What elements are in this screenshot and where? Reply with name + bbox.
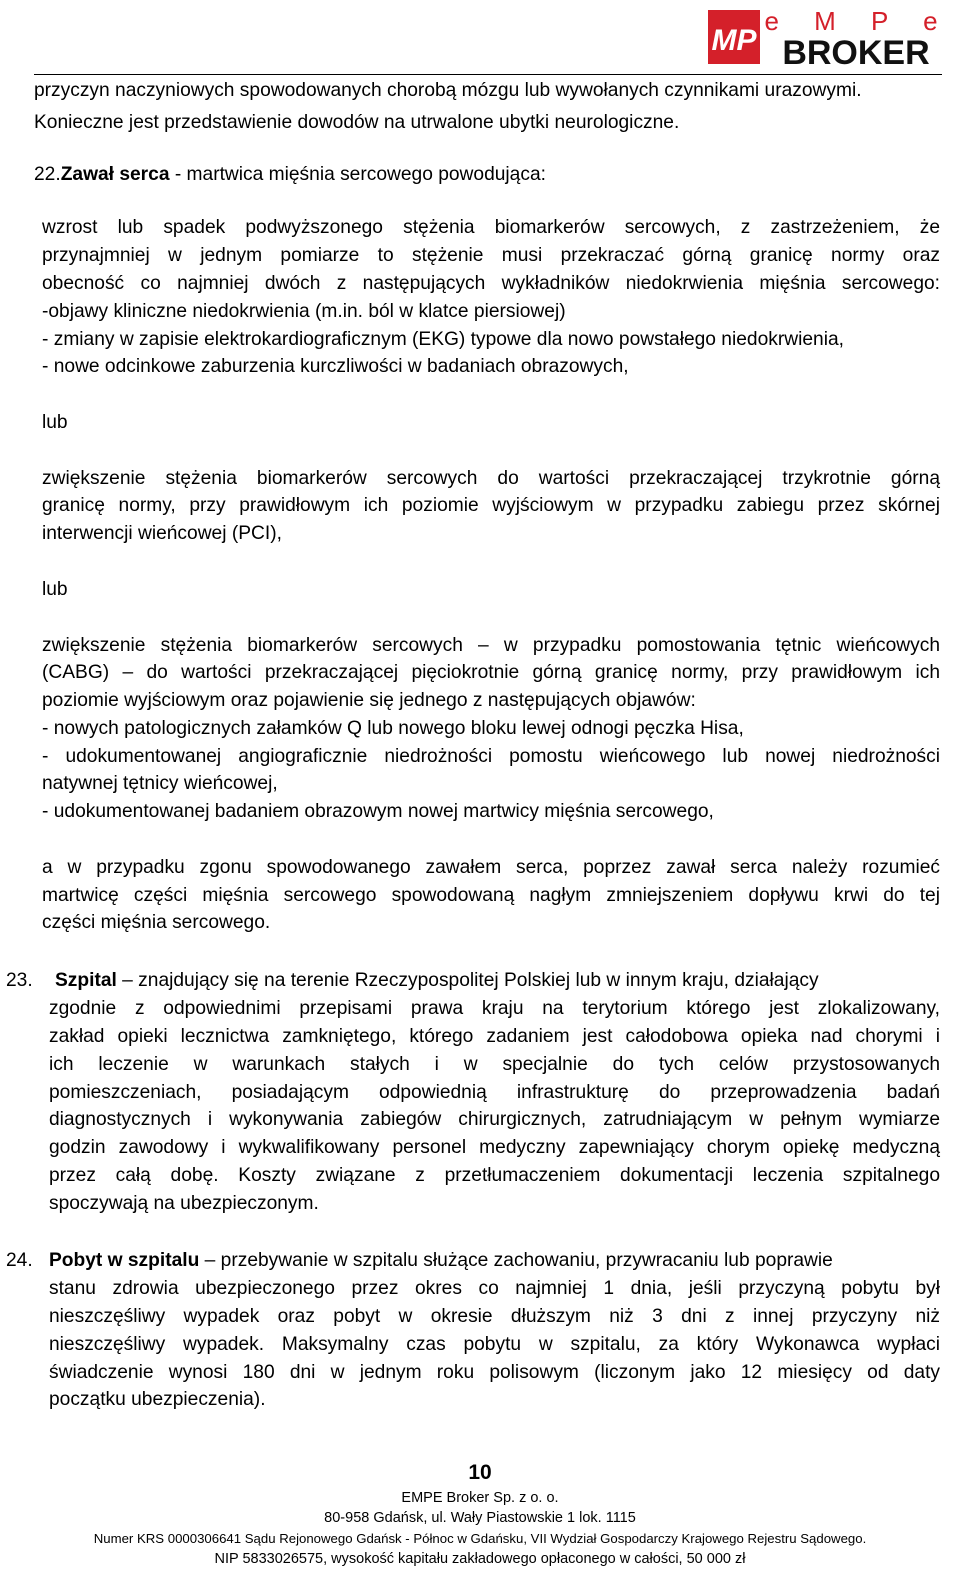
term-definition: - martwica mięśnia sercowego powodująca:: [169, 164, 546, 185]
item-22-heading: [34, 163, 546, 187]
item-24-line: nieszczęśliwy wypadek. Maksymalny czas pobytu w szpitalu, za który Wykonawca wypłaci: [49, 1334, 940, 1355]
item-22-p1-line: obecność co najmniej dwóch z następujących wykładników niedokrwienia mięśnia sercowego:: [42, 273, 940, 294]
item-23-line: zakład opieki lecznictwa zamkniętego, którego zadaniem jest całodobowa opieka nad chorymi i: [49, 1026, 940, 1047]
or-separator: lub: [42, 412, 68, 433]
item-number: 22.: [34, 164, 61, 185]
page-number: 10: [468, 1461, 492, 1484]
item-22-p3-line: (CABG) – do wartości przekraczającej pięciokrotnie górną granicę normy, przy prawidłowym ich: [42, 662, 940, 683]
item-23-heading: [55, 969, 819, 993]
logo-bottom-text: BROKER: [782, 34, 930, 68]
item-22-p2-line: interwencji wieńcowej (PCI),: [42, 523, 282, 544]
item-24-line: świadczenie wynosi 180 dni w jednym roku polisowym (liczonym jako 12 miesięcy od daty: [49, 1362, 940, 1383]
term-pobyt-w-szpitalu: Pobyt w szpitalu: [49, 1250, 200, 1271]
item-24-number: 24.: [6, 1250, 33, 1271]
term-szpital: Szpital: [55, 970, 117, 991]
item-23-line: pomieszczeniach, posiadającym odpowiednią infrastrukturę do przeprowadzenia badań: [49, 1082, 940, 1103]
term-definition: – przebywanie w szpitalu służące zachowaniu, przywracaniu lub poprawie: [199, 1250, 833, 1271]
item-22-p3-line: - udokumentowanej angiograficznie niedrożności pomostu wieńcowego lub nowej niedrożności: [42, 746, 940, 767]
item-24-line: początku ubezpieczenia).: [49, 1389, 266, 1410]
logo-mark: MP: [711, 24, 757, 57]
logo-top-text: e M P e: [764, 6, 952, 36]
intro-line-1: przyczyn naczyniowych spowodowanych chorobą mózgu lub wywołanych czynnikami urazowymi.: [34, 80, 862, 101]
item-23-line: zgodnie z odpowiednimi przepisami prawa kraju na terytorium którego jest zlokalizowany,: [49, 998, 940, 1019]
item-22-p2-line: zwiększenie stężenia biomarkerów sercowych do wartości przekraczającej trzykrotnie górną: [42, 468, 940, 489]
item-22-p1-line: - zmiany w zapisie elektrokardiograficznym (EKG) typowe dla nowo powstałego niedokrwienia,: [42, 329, 844, 350]
item-22-p3-line: - udokumentowanej badaniem obrazowym nowej martwicy mięśnia sercowego,: [42, 801, 714, 822]
header-rule: [34, 74, 942, 75]
item-22-p3-line: zwiększenie stężenia biomarkerów sercowych – w przypadku pomostowania tętnic wieńcowych: [42, 635, 940, 656]
item-22-p1-line: - nowe odcinkowe zaburzenia kurczliwości w badaniach obrazowych,: [42, 356, 629, 377]
item-22-p2-line: granicę normy, przy prawidłowym ich poziomie wyjściowym w przypadku zabiegu przez skórnej: [42, 495, 940, 516]
item-22-p3-line: poziomie wyjściowym oraz pojawienie się jednego z następujących objawów:: [42, 690, 696, 711]
item-22-p1-line: przynajmniej w jednym pomiarze to stężenie musi przekraczać górną granicę normy oraz: [42, 245, 940, 266]
footer-address: 80-958 Gdańsk, ul. Wały Piastowskie 1 lok. 1115: [324, 1510, 636, 1526]
empe-broker-logo: [708, 6, 952, 68]
or-separator: lub: [42, 579, 68, 600]
item-22-p4-line: a w przypadku zgonu spowodowanego zawałem serca, poprzez zawał serca należy rozumieć: [42, 857, 940, 878]
item-24-line: stanu zdrowia ubezpieczonego przez okres co najmniej 1 dnia, jeśli przyczyną pobytu był: [49, 1278, 940, 1299]
item-22-p4-line: części mięśnia sercowego.: [42, 912, 271, 933]
term-zawal-serca: Zawał serca: [60, 164, 170, 185]
item-22-p4-line: martwicę części mięśnia sercowego spowodowaną nagłym zmniejszeniem dopływu krwi do tej: [42, 885, 940, 906]
item-23-line: przez całą dobę. Koszty związane z przetłumaczeniem dokumentacji leczenia szpitalnego: [49, 1165, 940, 1186]
item-24-line: nieszczęśliwy wypadek oraz pobyt w okresie dłuższym niż 3 dni z innej przyczyny niż: [49, 1306, 940, 1327]
item-23-line: godzin zawodowy i wykwalifikowany personel medyczny zapewniający chorym opiekę medyczną: [49, 1137, 940, 1158]
item-24-heading: [49, 1249, 833, 1273]
item-22-p1-line: wzrost lub spadek podwyższonego stężenia biomarkerów sercowych, z zastrzeżeniem, że: [42, 217, 940, 238]
footer-nip: NIP 5833026575, wysokość kapitału zakładowego opłaconego w całości, 50 000 zł: [214, 1551, 746, 1567]
item-22-p3-line: natywnej tętnicy wieńcowej,: [42, 773, 278, 794]
item-23-line: spoczywają na ubezpieczonym.: [49, 1193, 319, 1214]
item-22-p1-line: -objawy kliniczne niedokrwienia (m.in. ból w klatce piersiowej): [42, 301, 566, 322]
item-23-line: diagnostycznych i wykonywania zabiegów chirurgicznych, zatrudniającym w pełnym wymiarze: [49, 1109, 940, 1130]
item-23-line: ich leczenie w warunkach stałych i w specjalnie do tych celów przystosowanych: [49, 1054, 940, 1075]
footer-krs: Numer KRS 0000306641 Sądu Rejonowego Gdańsk - Północ w Gdańsku, VII Wydział Gospodarczy Krajowego Rejestru Sądowego.: [93, 1531, 867, 1546]
item-22-p3-line: - nowych patologicznych załamków Q lub nowego bloku lewej odnogi pęczka Hisa,: [42, 718, 744, 739]
intro-line-2: Konieczne jest przedstawienie dowodów na utrwalone ubytki neurologiczne.: [34, 112, 680, 133]
term-definition: – znajdujący się na terenie Rzeczypospolitej Polskiej lub w innym kraju, działający: [116, 970, 819, 991]
item-23-number: 23.: [6, 970, 33, 991]
footer-company: EMPE Broker Sp. z o. o.: [401, 1490, 559, 1506]
